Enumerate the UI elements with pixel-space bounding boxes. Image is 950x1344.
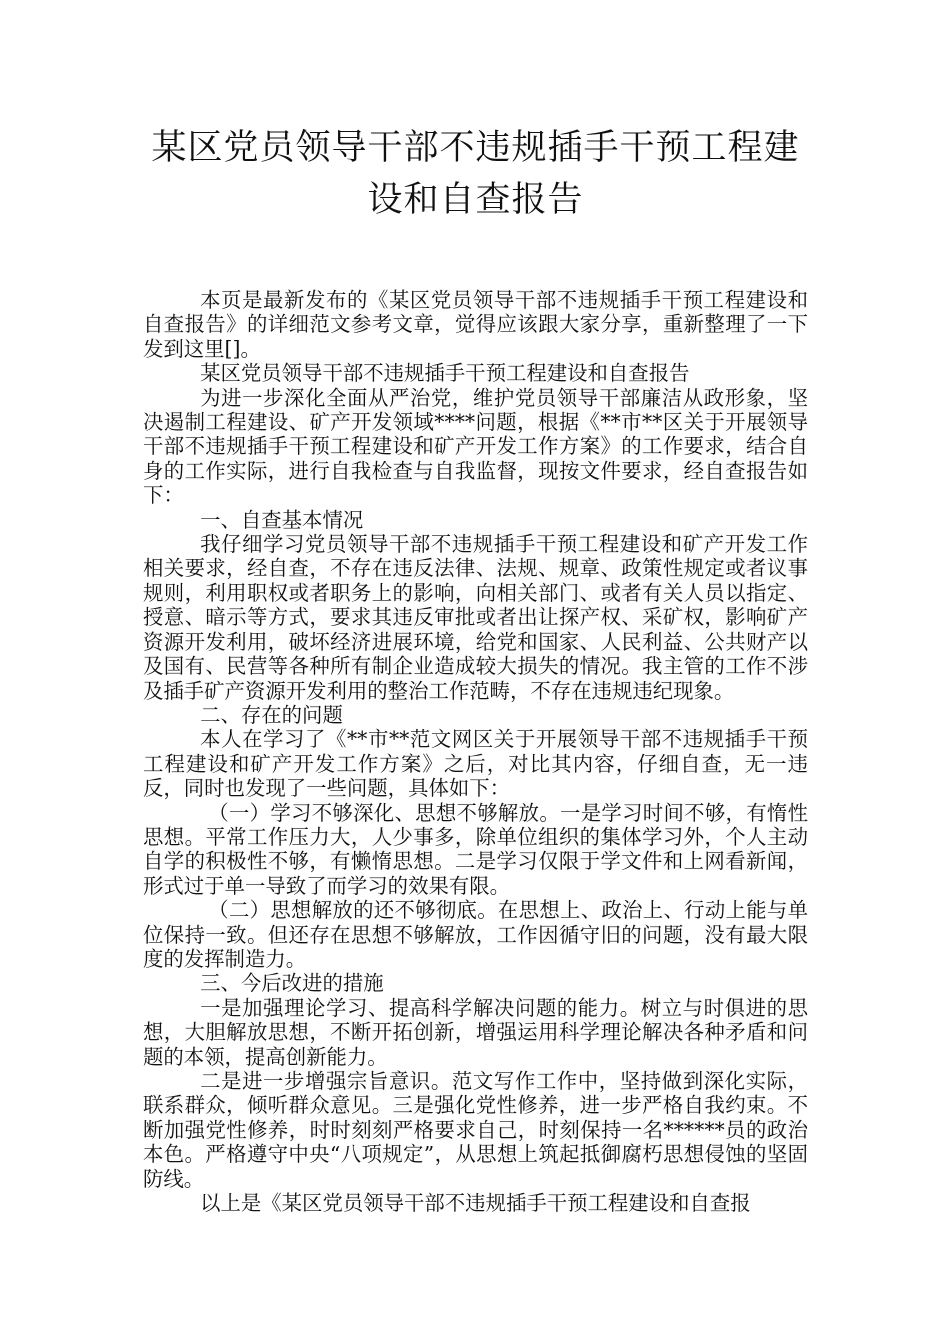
problem-item-1: （一）学习不够深化、思想不够解放。一是学习时间不够，有惰性思想。平常工作压力大，人少事多，除单位组织的集体学习外，个人主动自学的积极性不够，有懒惰思想。二是学习仅限于学文件和上网看新闻，形式过于单一导致了而学习的效果有限。 [143,800,808,898]
title-line-2: 设和自查报告 [367,180,584,220]
document-title [143,122,808,226]
purpose-paragraph: 为进一步深化全面从严治党，维护党员领导干部廉洁从政形象，坚决遏制工程建设、矿产开发领域****问题，根据《**市**区关于开展领导干部不违规插手干预工程建设和矿产开发工作方案》的工作要求，结合自身的工作实际，进行自我检查与自我监督，现按文件要求，经自查报告如下： [143,385,808,508]
closing-paragraph: 以上是《某区党员领导干部不违规插手干预工程建设和自查报 [200,1191,751,1216]
measure-paragraph-2: 二是进一步增强宗旨意识。范文写作工作中，坚持做到深化实际，联系群众，倾听群众意见。三是强化党性修养，进一步严格自我约束。不断加强党性修养，时时刻刻严格要求自己，时刻保持一名******员的政治本色。严格遵守中央“八项规定”，从思想上筑起抵御腐朽思想侵蚀的坚固防线。 [143,1069,808,1191]
measure-paragraph-1: 一是加强理论学习、提高科学解决问题的能力。树立与时俱进的思想，大胆解放思想，不断开拓创新，增强运用科学理论解决各种矛盾和问题的本领，提高创新能力。 [143,995,808,1069]
section-heading-2: 二、存在的问题 [200,702,343,727]
section-heading-1: 一、自查基本情况 [200,507,364,532]
document-page [143,122,808,1215]
problems-intro-paragraph: 本人在学习了《**市**范文网区关于开展领导干部不违规插手干预工程建设和矿产开发工作方案》之后，对比其内容，仔细自查，无一违反，同时也发现了一些问题，具体如下： [143,727,808,801]
document-body [143,288,808,1215]
problem-item-2: （二）思想解放的还不够彻底。在思想上、政治上、行动上能与单位保持一致。但还存在思想不够解放，工作因循守旧的问题，没有最大限度的发挥制造力。 [143,898,808,971]
intro-paragraph: 本页是最新发布的《某区党员领导干部不违规插手干预工程建设和自查报告》的详细范文参考文章，觉得应该跟大家分享，重新整理了一下发到这里[]。 [143,288,808,361]
section-heading-3: 三、今后改进的措施 [200,971,384,996]
title-line-1: 某区党员领导干部不违规插手干预工程建 [151,128,800,168]
self-check-paragraph: 我仔细学习党员领导干部不违规插手干预工程建设和矿产开发工作相关要求，经自查，不存在违反法律、法规、规章、政策性规定或者议事规则，利用职权或者职务上的影响，向相关部门、或者有关人员以指定、授意、暗示等方式，要求其违反审批或者出让探产权、采矿权，影响矿产资源开发利用，破坏经济进展环境，给党和国家、人民利益、公共财产以及国有、民营等各种所有制企业造成较大损失的情况。我主管的工作不涉及插手矿产资源开发利用的整治工作范畴，不存在违规违纪现象。 [143,532,808,703]
report-heading: 某区党员领导干部不违规插手干预工程建设和自查报告 [200,361,690,386]
